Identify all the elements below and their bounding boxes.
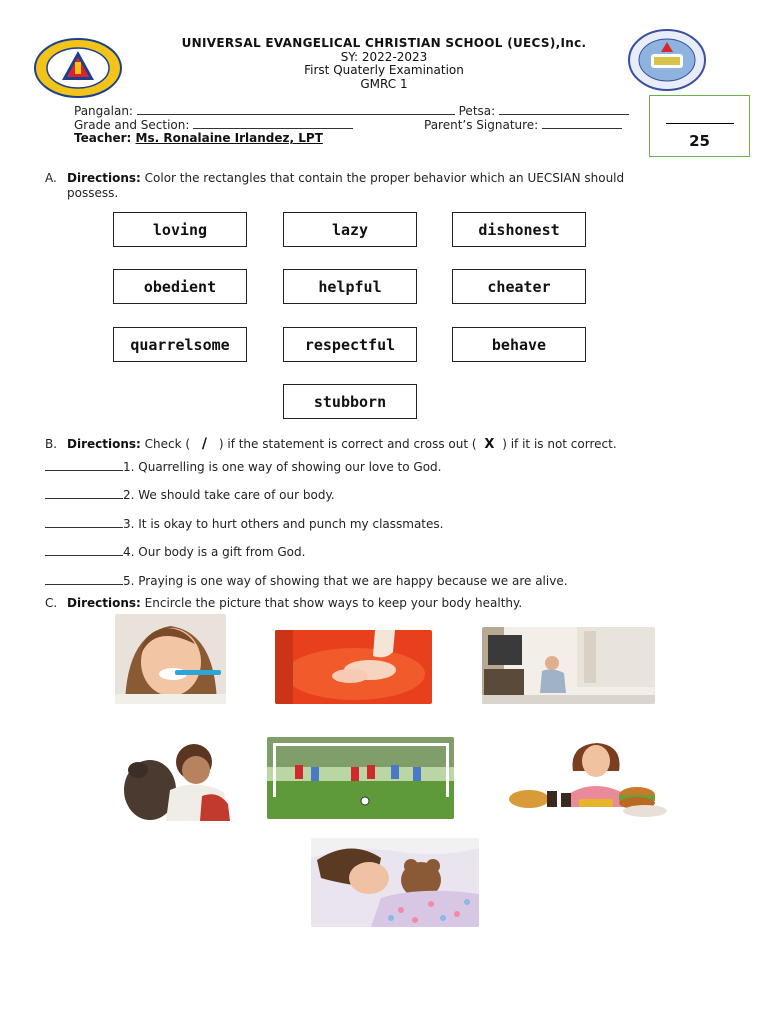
section-b-letter: B. bbox=[45, 437, 58, 451]
section-b-text-pre: Check ( bbox=[144, 437, 191, 451]
section-b-text-post: ) if it is not correct. bbox=[502, 437, 617, 451]
photo-washing-hands[interactable] bbox=[275, 630, 432, 704]
answer-blank[interactable] bbox=[45, 545, 123, 556]
answer-blank[interactable] bbox=[45, 517, 123, 528]
name-label: Pangalan: bbox=[74, 104, 133, 118]
photo-playing-soccer[interactable] bbox=[267, 737, 454, 819]
teacher-row bbox=[74, 131, 323, 145]
section-c-letter: C. bbox=[45, 596, 58, 610]
answer-blank[interactable] bbox=[45, 488, 123, 499]
score-total: 25 bbox=[689, 132, 710, 150]
score-blank[interactable] bbox=[666, 123, 734, 124]
date-blank[interactable] bbox=[499, 104, 629, 115]
statement-row bbox=[45, 574, 568, 589]
word-box-obedient[interactable]: obedient bbox=[113, 269, 247, 304]
photo-brushing-teeth[interactable] bbox=[115, 614, 226, 704]
school-name: UNIVERSAL EVANGELICAL CHRISTIAN SCHOOL (UECS),Inc. bbox=[181, 36, 587, 50]
name-field-row bbox=[74, 104, 629, 118]
word-box-lazy[interactable]: lazy bbox=[283, 212, 417, 247]
name-blank[interactable] bbox=[137, 104, 455, 115]
photo-sleeping[interactable] bbox=[311, 838, 479, 927]
statement-text: 1. Quarrelling is one way of showing our love to God. bbox=[123, 460, 442, 474]
section-b-directions bbox=[45, 437, 617, 452]
parent-label: Parent’s Signature: bbox=[424, 118, 539, 132]
answer-blank[interactable] bbox=[45, 574, 123, 585]
section-a-directions bbox=[45, 171, 735, 186]
photo-watching-tv[interactable] bbox=[482, 627, 655, 704]
photo-dirty-kid[interactable] bbox=[118, 740, 236, 821]
statement-text: 4. Our body is a gift from God. bbox=[123, 545, 306, 559]
teacher-label: Teacher: bbox=[74, 131, 132, 145]
exam-title: First Quaterly Examination bbox=[304, 63, 464, 77]
statement-row bbox=[45, 517, 443, 532]
word-box-respectful[interactable]: respectful bbox=[283, 327, 417, 362]
word-box-behave[interactable]: behave bbox=[452, 327, 586, 362]
section-a-directions-text: Color the rectangles that contain the proper behavior which an UECSIAN should bbox=[144, 171, 625, 185]
grade-blank[interactable] bbox=[193, 118, 353, 129]
statement-text: 3. It is okay to hurt others and punch my classmates. bbox=[123, 517, 444, 531]
word-box-stubborn[interactable]: stubborn bbox=[283, 384, 417, 419]
section-c-directions-label: Directions: bbox=[67, 596, 141, 610]
statement-text: 5. Praying is one way of showing that we are happy because we are alive. bbox=[123, 574, 568, 588]
answer-blank[interactable] bbox=[45, 460, 123, 471]
grade-label: Grade and Section: bbox=[74, 118, 190, 132]
school-year: SY: 2022-2023 bbox=[340, 50, 428, 64]
word-box-cheater[interactable]: cheater bbox=[452, 269, 586, 304]
photo-junk-food[interactable] bbox=[505, 735, 669, 821]
word-box-dishonest[interactable]: dishonest bbox=[452, 212, 586, 247]
statement-row bbox=[45, 488, 335, 503]
section-b-directions-label: Directions: bbox=[67, 437, 141, 451]
cross-mark-symbol: X bbox=[484, 437, 495, 452]
word-box-loving[interactable]: loving bbox=[113, 212, 247, 247]
subject-title: GMRC 1 bbox=[360, 77, 408, 91]
word-box-quarrelsome[interactable]: quarrelsome bbox=[113, 327, 247, 362]
date-label: Petsa: bbox=[458, 104, 496, 118]
section-a-directions-cont: possess. bbox=[67, 186, 119, 200]
section-c-directions-text: Encircle the picture that show ways to keep your body healthy. bbox=[144, 596, 523, 610]
check-mark-symbol: / bbox=[201, 436, 208, 452]
statement-row bbox=[45, 460, 441, 475]
section-a-letter: A. bbox=[45, 171, 57, 185]
word-box-helpful[interactable]: helpful bbox=[283, 269, 417, 304]
statement-text: 2. We should take care of our body. bbox=[123, 488, 335, 502]
parent-blank[interactable] bbox=[542, 118, 622, 129]
statement-row bbox=[45, 545, 305, 560]
section-a-directions-label: Directions: bbox=[67, 171, 141, 185]
teacher-name: Ms. Ronalaine Irlandez, LPT bbox=[135, 131, 323, 145]
grade-section-row bbox=[74, 118, 353, 132]
section-b-text-mid: ) if the statement is correct and cross out ( bbox=[218, 437, 477, 451]
section-c-directions bbox=[45, 596, 522, 611]
parent-signature-row bbox=[424, 118, 622, 132]
